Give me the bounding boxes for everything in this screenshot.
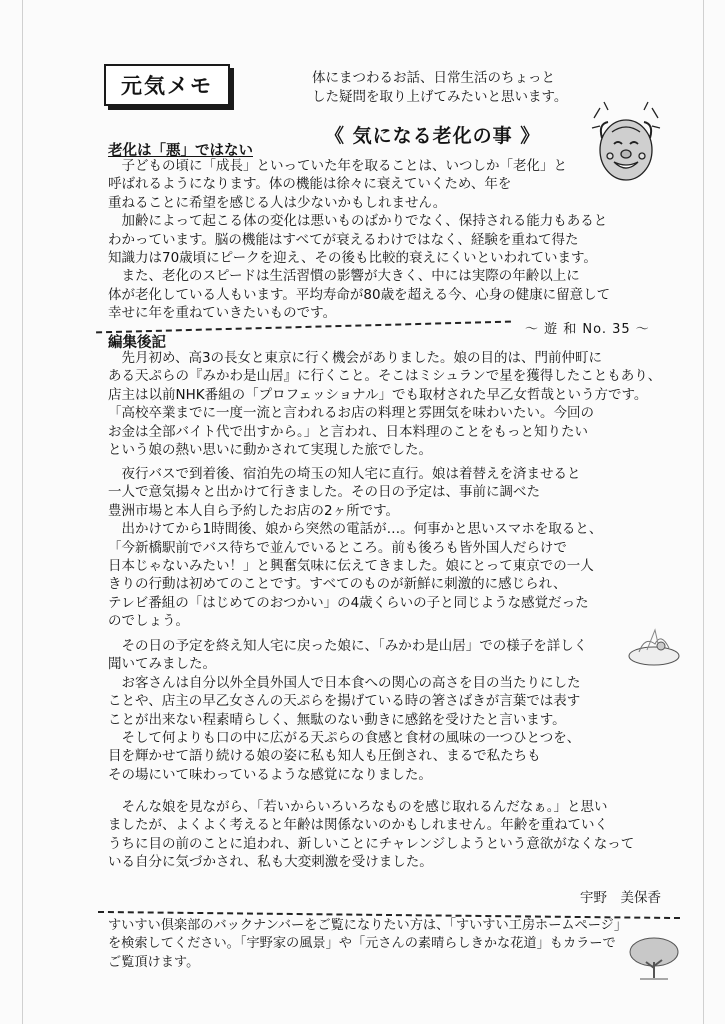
memo-intro-line: 体にまつわるお話、日常生活のちょっと — [312, 70, 555, 86]
text-line: そんな娘を見ながら、「若いからいろいろなものを感じ取れるんだなぁ。」と思い — [108, 799, 608, 815]
text-line: いる自分に気づかされ、私も大変刺激を受けました。 — [108, 854, 433, 871]
text-line: また、老化のスピードは生活習慣の影響が大きく、中には実際の年齢以上に — [108, 268, 580, 285]
text-line: お客さんは自分以外全員外国人で日本食への関心の高さを目の当たりにした — [108, 674, 581, 691]
text-line: 重ねることに希望を感じる人は少ないかもしれません。 — [108, 194, 447, 211]
text-line: を検索してください。「宇野家の風景」や「元さんの素晴らしきかな花道」もカラーで — [108, 936, 616, 952]
text-line: 加齢によって起こる体の変化は悪いものばかりでなく、保持される能力もあると — [108, 213, 608, 230]
text-line: 聞いてみました。 — [108, 656, 216, 673]
editorial-paragraph-2 — [108, 465, 602, 631]
editorial-paragraph-3 — [108, 637, 587, 784]
page-edge-left — [22, 0, 23, 1024]
text-line: のでしょう。 — [108, 613, 189, 630]
text-line: 夜行バスで到着後、宿泊先の埼玉の知人宅に直行。娘は着替えを済ませると — [108, 466, 581, 482]
memo-intro-line: した疑問を取り上げてみたいと思います。 — [312, 89, 568, 105]
memo-title: 元気メモ — [121, 74, 213, 98]
text-line: 「今新橋駅前でバス待ちで並んでいるところ。前も後ろも皆外国人だらけで — [108, 539, 567, 556]
text-line: 出かけてから1時間後、娘から突然の電話が…。何事かと思いスマホを取ると、 — [108, 521, 603, 538]
text-line: そして何よりも口の中に広がる天ぷらの食感と食材の風味の一つひとつを、 — [108, 730, 581, 747]
text-line: その日の予定を終え知人宅に戻った娘に、「みかわ是山居」での様子を詳しく — [108, 638, 588, 654]
text-line: 目を輝かせて語り続ける娘の姿に私も知人も圧倒され、まるで私たちも — [108, 748, 541, 765]
memo-subheading: 老化は「悪」ではない — [108, 143, 253, 159]
text-line: ある天ぷらの『みかわ是山居』に行くこと。そこはミシュランで星を獲得したこともあり、 — [108, 368, 662, 385]
tempura-dish-illustration — [625, 622, 683, 672]
text-line: わかっています。脳の機能はすべてが衰えるわけではなく、経験を重ねて得た — [108, 231, 579, 248]
text-line: 幸せに年を重ねていきたいものです。 — [108, 305, 337, 322]
text-line: お金は全部バイト代で出すから。」と言われ、日本料理のことをもっと知りたい — [108, 423, 589, 440]
text-line: 「高校卒業までに一度一流と言われるお店の料理と雰囲気を味わいたい。今回の — [108, 405, 594, 422]
editorial-paragraph-1 — [108, 349, 661, 459]
memo-signature: ～ 遊 和 No. 35 ～ — [525, 322, 650, 337]
text-line: きりの行動は初めてのことです。すべてのものが新鮮に刺激的に感じられ、 — [108, 576, 567, 593]
text-line: 店主は以前NHK番組の「プロフェッショナル」でも取材された早乙女哲哉という方です。 — [108, 386, 648, 403]
editorial-heading: 編集後記 — [108, 335, 166, 351]
footer-note — [108, 917, 627, 972]
memo-headline: 《 気になる老化の事 》 — [325, 125, 541, 147]
editorial-paragraph-4 — [108, 798, 634, 872]
tree-illustration — [626, 936, 682, 982]
text-line: ご覧頂けます。 — [108, 954, 200, 970]
text-line: テレビ番組の「はじめてのおつかい」の4歳くらいの子と同じような感覚だった — [108, 594, 589, 611]
text-line: 一人で意気揚々と出かけて行きました。その日の予定は、事前に調べた — [108, 484, 540, 501]
memo-intro — [312, 69, 567, 107]
text-line: すいすい倶楽部のバックナンバーをご覧になりたい方は、「すいすい工房ホームページ」 — [108, 918, 628, 933]
text-line: 呼ばれるようになります。体の機能は徐々に衰えていくため、年を — [108, 176, 512, 193]
page-edge-right — [703, 0, 704, 1024]
text-line: ましたが、よくよく考えると年齢は関係ないのかもしれません。年齢を重ねていく — [108, 817, 608, 834]
text-line: その場にいて味わっているような感覚になりました。 — [108, 766, 432, 783]
text-line: 子どもの頃に「成長」といっていた年を取ることは、いつしか「老化」と — [108, 158, 567, 174]
text-line: 先月初め、高3の長女と東京に行く機会がありました。娘の目的は、門前仲町に — [108, 350, 603, 366]
text-line: うちに目の前のことに追われ、新しいことにチャレンジしようという意欲がなくなって — [108, 835, 635, 852]
memo-title-box — [104, 64, 230, 106]
editorial-author: 宇野 美保香 — [580, 890, 661, 906]
text-line: 知識力は70歳頃にピークを迎え、その後も比較的衰えにくいといわれています。 — [108, 250, 597, 267]
text-line: ことが出来ない程素晴らしく、無駄のない動きに感銘を受けたと言います。 — [108, 711, 566, 728]
text-line: 日本じゃないみたい！」と興奮気味に伝えてきました。娘にとって東京での一人 — [108, 558, 594, 575]
text-line: ことや、店主の早乙女さんの天ぷらを揚げている時の箸さばきが言葉では表す — [108, 693, 581, 710]
text-line: 体が老化している人もいます。平均寿命が80歳を超える今、心身の健康に留意して — [108, 286, 611, 303]
memo-body — [108, 157, 610, 323]
text-line: という娘の熱い思いに動かされて実現した旅でした。 — [108, 442, 432, 459]
text-line: 豊洲市場と本人自ら予約したお店の2ヶ所です。 — [108, 502, 400, 519]
